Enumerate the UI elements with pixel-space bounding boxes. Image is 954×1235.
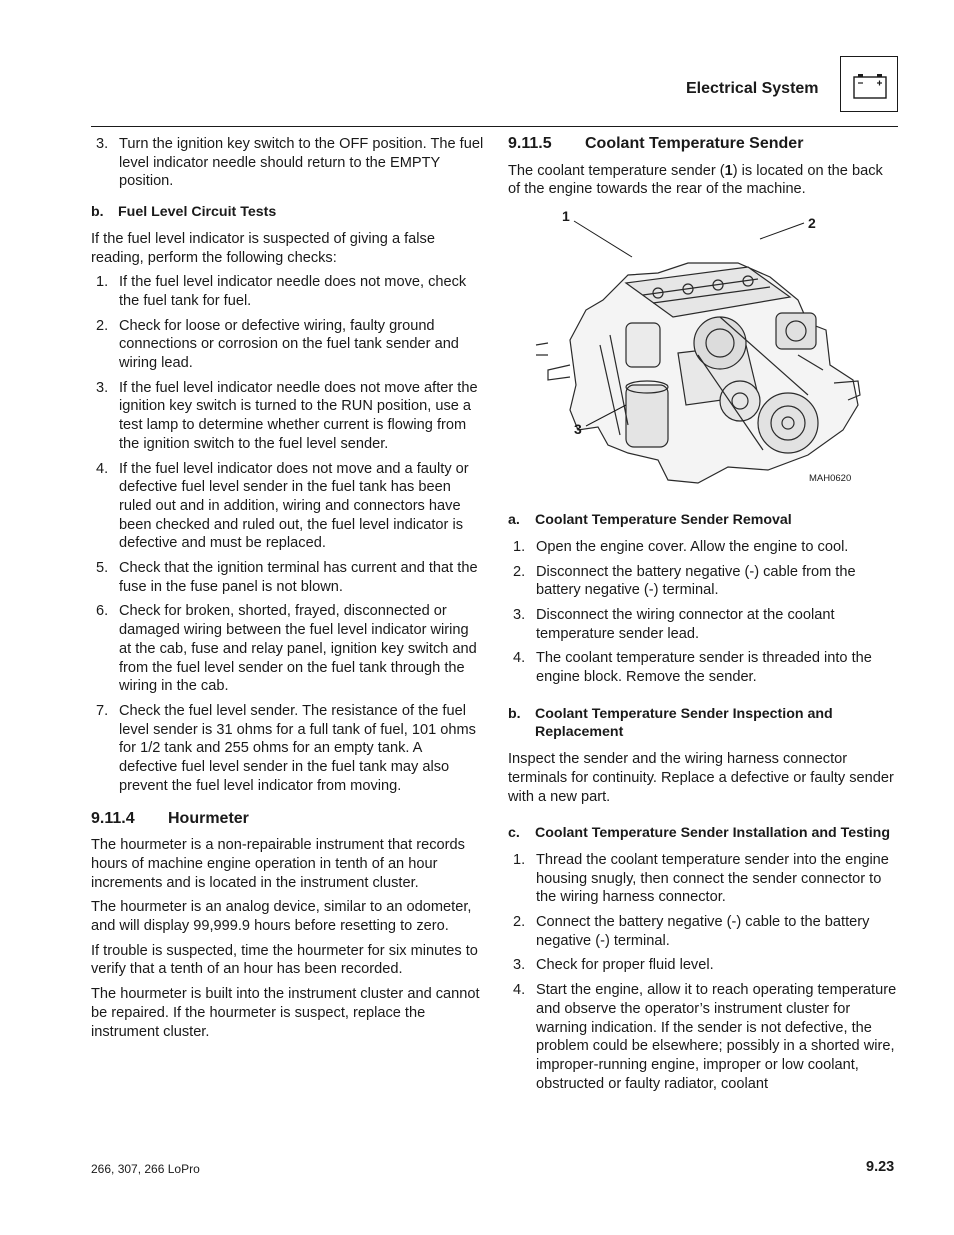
engine-illustration bbox=[508, 205, 898, 495]
removal-list bbox=[508, 538, 898, 687]
list-item: 1. Thread the coolant temperature sender into the engine housing snugly, then connect the sender connector to the wiring harness connector. bbox=[513, 851, 889, 906]
figure-callout: 2 bbox=[808, 215, 816, 232]
list-item: 2. Disconnect the battery negative (-) cable from the battery negative (-) terminal. bbox=[513, 563, 856, 599]
figure-callout: 1 bbox=[562, 208, 570, 225]
list-item: 5. Check that the ignition terminal has current and that the fuse in the fuse panel is not blown. bbox=[96, 560, 478, 595]
list-item: 1. If the fuel level indicator needle does not move, check the fuel tank for fuel. bbox=[96, 274, 467, 309]
figure-id: MAH0620 bbox=[809, 473, 852, 485]
installation-heading: c. Coolant Temperature Sender Installation and Testing bbox=[508, 825, 890, 842]
list-item: 3. Check for proper fluid level. bbox=[513, 957, 714, 974]
hourmeter-heading: 9.11.4 Hourmeter bbox=[91, 809, 249, 827]
hourmeter-paragraph: The hourmeter is a non-repairable instrument that records hours of machine engine operation in tenth of an hour increments and is located in the instrument cluster. bbox=[91, 837, 465, 891]
coolant-sender-heading: 9.11.5 Coolant Temperature Sender bbox=[508, 135, 804, 152]
list-item: 4. The coolant temperature sender is threaded into the engine block. Remove the sender. bbox=[513, 650, 872, 686]
installation-list bbox=[508, 851, 898, 1093]
hourmeter-paragraph: If trouble is suspected, time the hourmeter for six minutes to verify that a tenth of an hour has been recorded. bbox=[91, 942, 478, 978]
list-item: 3. If the fuel level indicator needle does not move after the ignition key switch is turned to the RUN position, use a test lamp to determine whether current is flowing from the ignition switch to the fuel level sender. bbox=[96, 379, 478, 452]
header-divider bbox=[91, 126, 898, 127]
list-item: 2. Check for loose or defective wiring, faulty ground connections or corrosion on the fuel tank sender and wiring lead. bbox=[96, 317, 459, 372]
list-item: 3. Disconnect the wiring connector at the coolant temperature sender lead. bbox=[513, 606, 835, 642]
page-number: 9.23 bbox=[866, 1159, 895, 1175]
hourmeter-paragraph: The hourmeter is built into the instrument cluster and cannot be repaired. If the hourmeter is suspect, replace the instrument cluster. bbox=[91, 986, 480, 1040]
list-item: 3. Turn the ignition key switch to the OFF position. The fuel level indicator needle should return to the EMPTY position. bbox=[96, 136, 484, 190]
battery-icon bbox=[840, 56, 898, 112]
left-column bbox=[91, 135, 484, 1047]
coolant-sender-intro: The coolant temperature sender (1) is located on the back of the engine towards the rear of the machine. bbox=[508, 162, 883, 198]
list-item: 1. Open the engine cover. Allow the engine to cool. bbox=[513, 538, 849, 555]
right-column bbox=[508, 135, 898, 1099]
inspection-heading: b. Coolant Temperature Sender Inspection and Replacement bbox=[508, 705, 833, 741]
list-item: 7. Check the fuel level sender. The resistance of the fuel level sender is 31 ohms for a full tank of fuel, 101 ohms for 1/2 tank and 255 ohms for an empty tank. A defective fuel level sender in the fuel tank may also prevent the fuel level indicator from moving. bbox=[96, 702, 476, 794]
inspection-text: Inspect the sender and the wiring harness connector terminals for continuity. Replace a defective or faulty sender with a new part. bbox=[508, 751, 894, 805]
figure-callout: 3 bbox=[574, 421, 582, 438]
continued-step-list bbox=[91, 135, 484, 191]
engine-figure bbox=[508, 205, 898, 495]
fuel-tests-intro: If the fuel level indicator is suspected of giving a false reading, perform the following checks: bbox=[91, 230, 435, 266]
fuel-tests-list bbox=[91, 273, 484, 795]
list-item: 4. Start the engine, allow it to reach operating temperature and observe the operator’s instrument cluster for warning indication. If the sender is not defective, the problem could be elsewhere; possibly in a shorted wire, improper-running engine, improper or low coolant, obstructed or faulty radiator, coolant bbox=[513, 982, 897, 1092]
removal-heading: a. Coolant Temperature Sender Removal bbox=[508, 512, 792, 529]
fuel-tests-heading: b. Fuel Level Circuit Tests bbox=[91, 204, 277, 221]
list-item: 4. If the fuel level indicator does not move and a faulty or defective fuel level sender in the fuel tank has been ruled out and in addition, wiring and connectors have been checked and ruled out, the fuel level indicator is defective and must be replaced. bbox=[96, 460, 469, 552]
list-item: 2. Connect the battery negative (-) cable to the battery negative (-) terminal. bbox=[513, 914, 870, 949]
footer-models: 266, 307, 266 LoPro bbox=[91, 1162, 200, 1176]
list-item: 6. Check for broken, shorted, frayed, disconnected or damaged wiring between the fuel level indicator wiring at the cab, fuse and relay panel, ignition key switch and from the fuel level sender on the fuel tank through the wiring in the cab. bbox=[96, 603, 477, 695]
hourmeter-paragraph: The hourmeter is an analog device, similar to an odometer, and will display 99,999.9 hours before resetting to zero. bbox=[91, 899, 472, 935]
section-header-title: Electrical System bbox=[686, 80, 819, 97]
